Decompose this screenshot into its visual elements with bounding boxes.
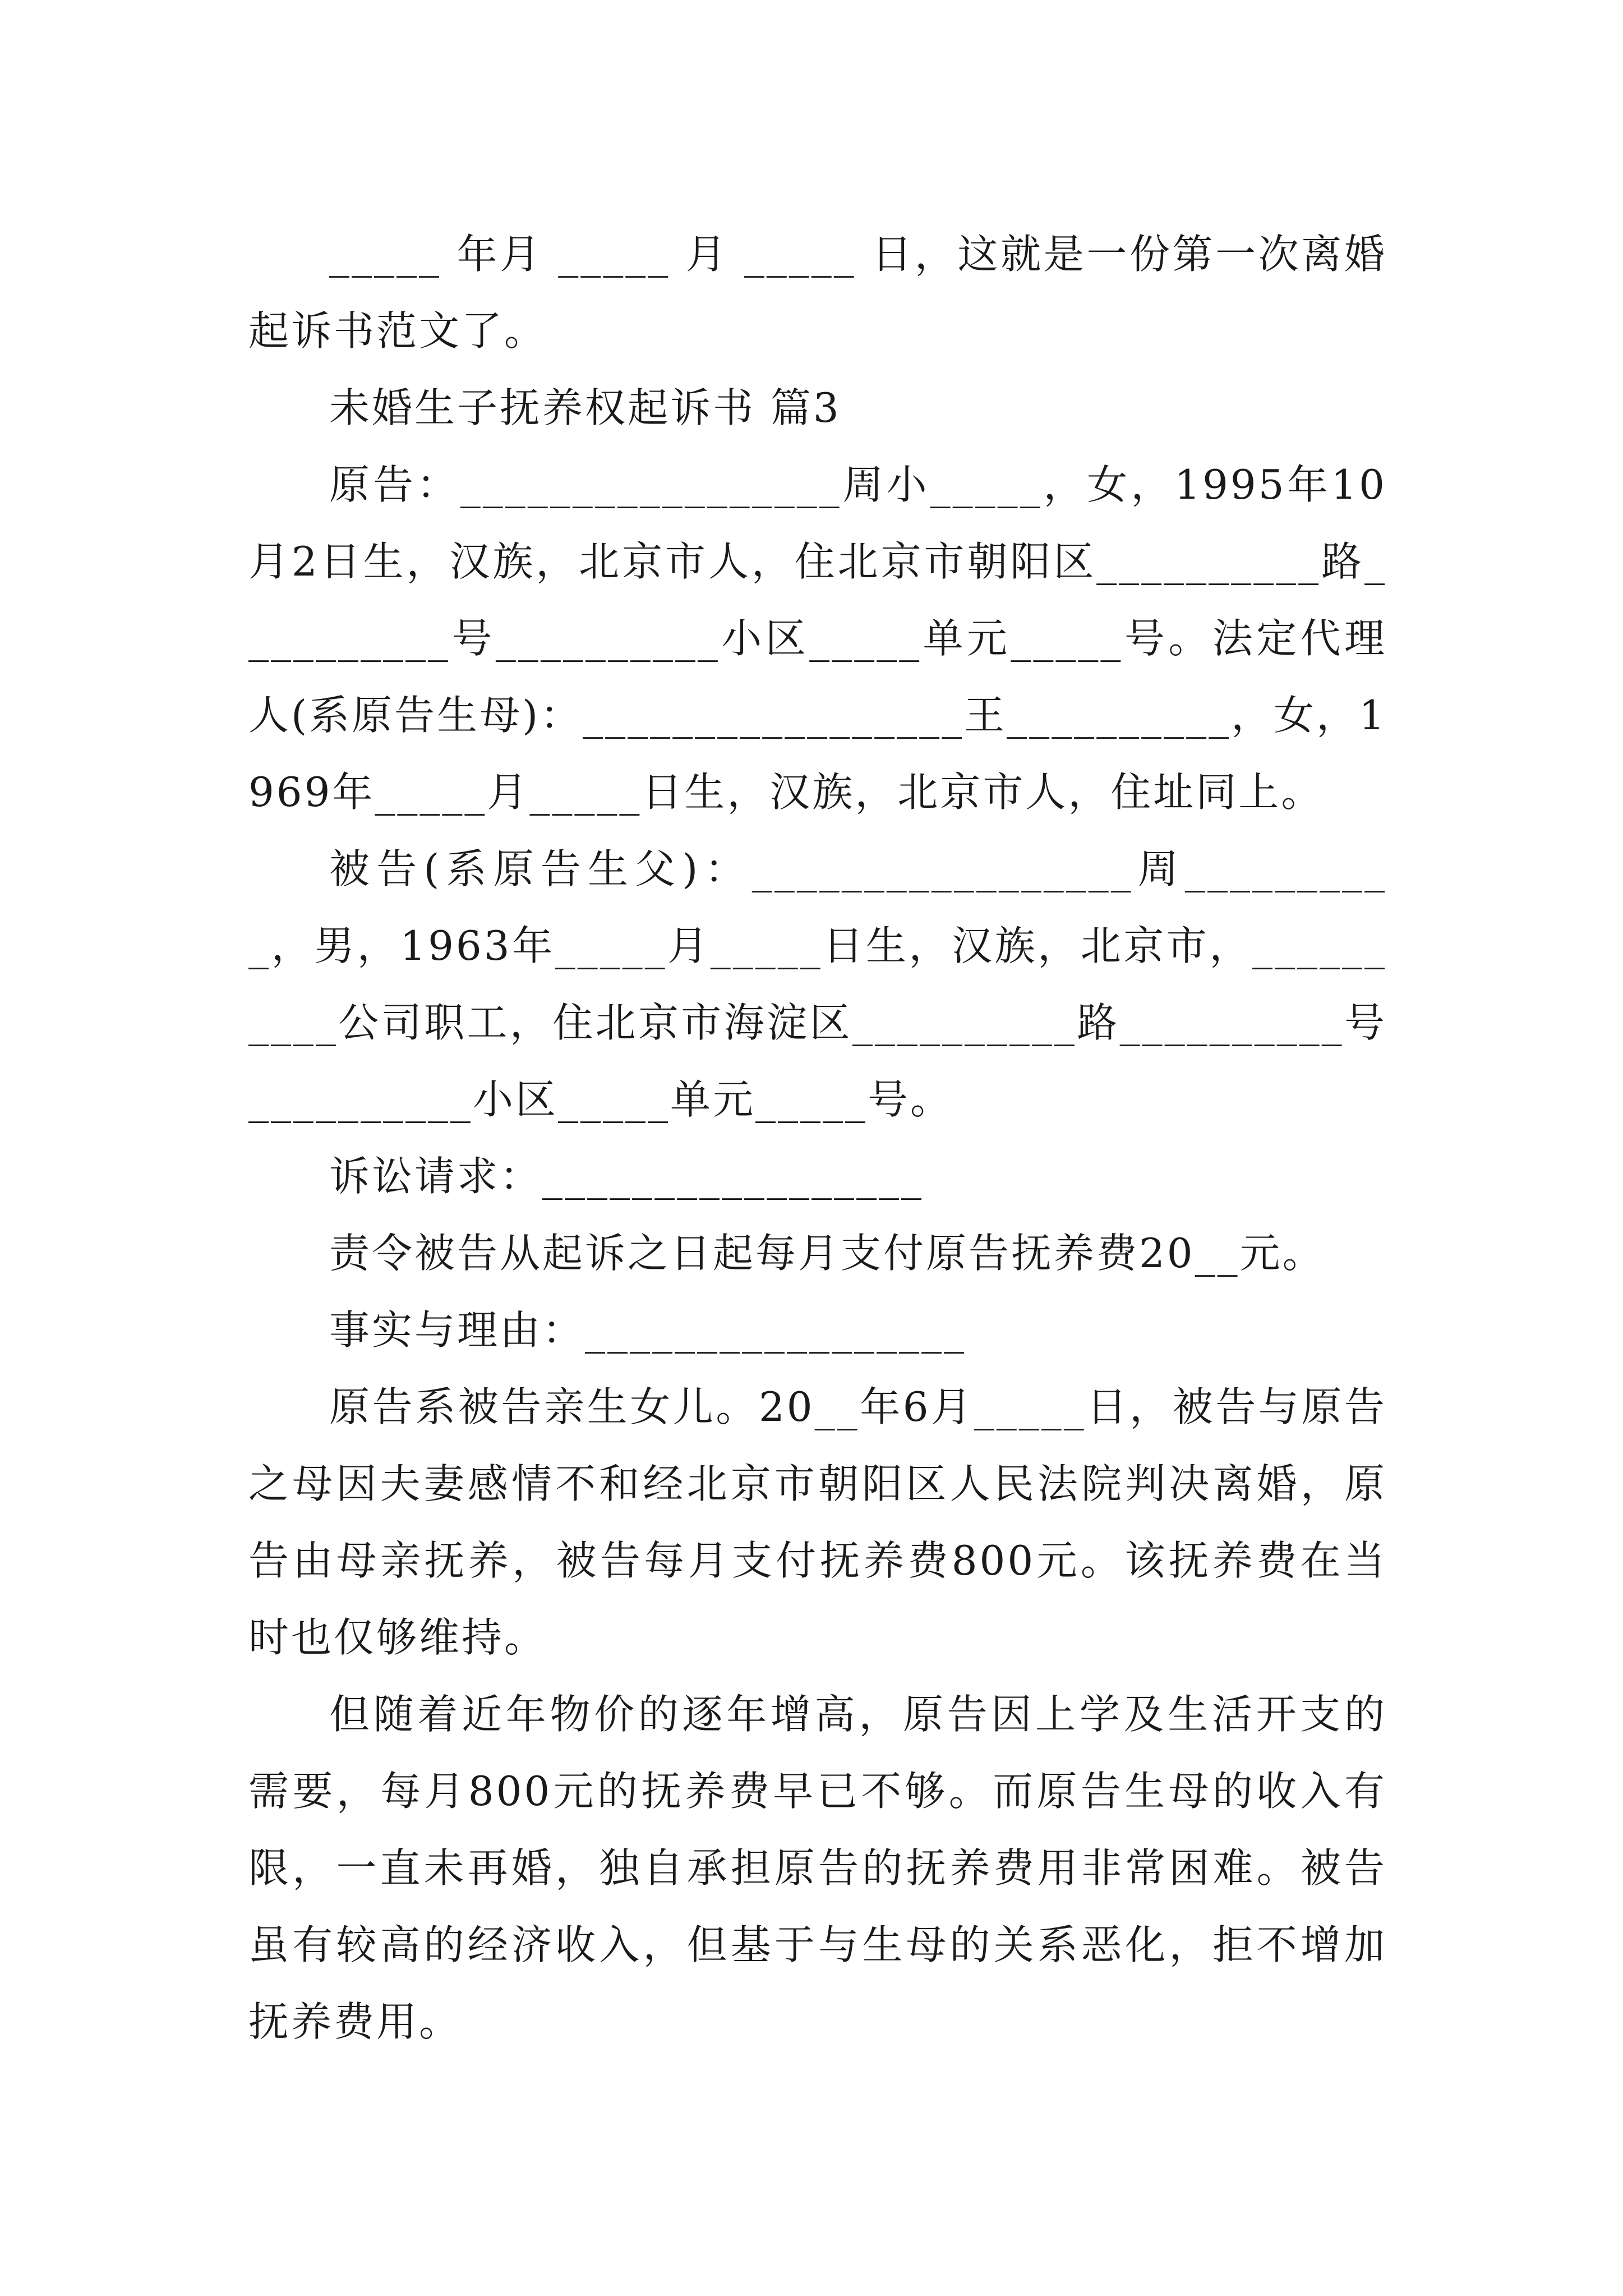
document-body — [248, 216, 1387, 2060]
paragraph-claims-heading: 诉讼请求：_________________ — [329, 1153, 924, 1200]
paragraph-plaintiff: 原告：_________________周小_____，女，1995年10月2日生，汉族，北京市人，住北京市朝阳区__________路__________号__________小区_____单元_____号。法定代理人(系原告生母)：_________________王__________，女，1969年_____月_____日生，汉族，北京市人，住址同上。 — [248, 461, 1387, 816]
paragraph-facts-1: 原告系被告亲生女儿。20__年6月_____日，被告与原告之母因夫妻感情不和经北京市朝阳区人民法院判决离婚，原告由母亲抚养，被告每月支付抚养费800元。该抚养费在当时也仅够维持。 — [248, 1383, 1387, 1661]
paragraph-facts-2: 但随着近年物价的逐年增高，原告因上学及生活开支的需要，每月800元的抚养费早已不够。而原告生母的收入有限，一直未再婚，独自承担原告的抚养费用非常困难。被告虽有较高的经济收入，但基于与生母的关系恶化，拒不增加抚养费用。 — [248, 1691, 1387, 2045]
paragraph-closing-date: _____ 年月 _____ 月 _____ 日，这就是一份第一次离婚起诉书范文了。 — [248, 231, 1387, 355]
paragraph-facts-heading: 事实与理由：_________________ — [329, 1306, 967, 1354]
section-heading: 未婚生子抚养权起诉书 篇3 — [329, 384, 841, 431]
paragraph-claim: 责令被告从起诉之日起每月支付原告抚养费20__元。 — [329, 1230, 1325, 1277]
paragraph-defendant: 被告(系原告生父)：_________________周__________，男，1963年_____月_____日生，汉族，北京市，__________公司职工，住北京市海淀区__________路__________号__________小区_____单元_____号。 — [248, 845, 1387, 1123]
